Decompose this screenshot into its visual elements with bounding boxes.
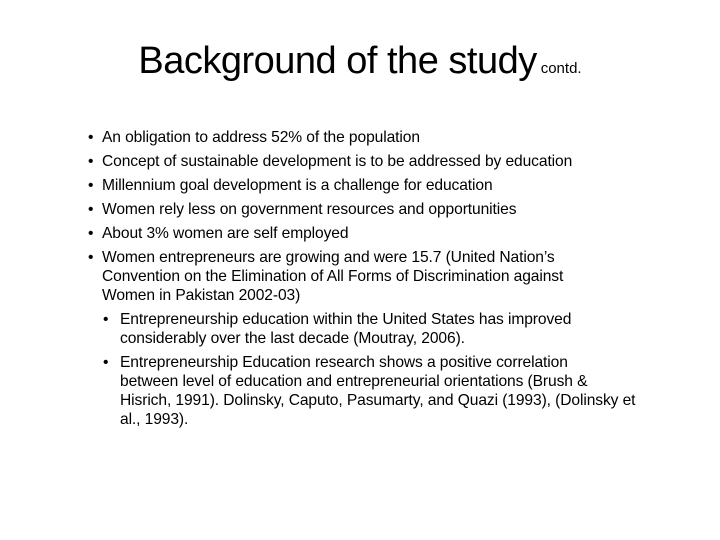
bullet-text-line: Women entrepreneurs are growing and were 15.7 (United Nation’s [102, 249, 555, 266]
bullet-item [0, 224, 720, 243]
bullet-icon: • [88, 249, 94, 266]
bullet-icon: • [88, 153, 94, 170]
bullet-icon: • [88, 201, 94, 218]
bullet-icon: • [103, 311, 109, 328]
bullet-icon: • [103, 354, 109, 371]
bullet-icon: • [88, 129, 94, 146]
bullet-text-line: Concept of sustainable development is to be addressed by education [102, 153, 573, 170]
bullet-item [0, 176, 720, 195]
title-main: Background of the study [138, 40, 537, 82]
bullet-text [102, 224, 720, 243]
bullet-item [0, 248, 720, 305]
bullet-text-line: Entrepreneurship education within the United States has improved [120, 311, 572, 328]
bullet-item [0, 152, 720, 171]
bullet-icon: • [88, 177, 94, 194]
bullet-text-line: Millennium goal development is a challenge for education [102, 177, 493, 194]
bullet-list [0, 128, 720, 434]
bullet-text-line: between level of education and entrepreneurial orientations (Brush & [120, 373, 588, 390]
bullet-text [102, 128, 720, 147]
bullet-item [0, 310, 720, 348]
bullet-text-line: Hisrich, 1991). Dolinsky, Caputo, Pasumarty, and Quazi (1993), (Dolinsky et [120, 392, 636, 409]
bullet-text [102, 152, 720, 171]
bullet-text-line: Women rely less on government resources and opportunities [102, 201, 517, 218]
bullet-item [0, 128, 720, 147]
bullet-text-line: An obligation to address 52% of the population [102, 129, 420, 146]
bullet-text-line: al., 1993). [120, 411, 189, 428]
bullet-item [0, 353, 720, 429]
bullet-text [120, 310, 720, 348]
bullet-text-line: About 3% women are self employed [102, 225, 349, 242]
bullet-text [102, 248, 720, 305]
bullet-text-line: Women in Pakistan 2002-03) [102, 287, 301, 304]
bullet-item [0, 200, 720, 219]
bullet-text-line: Convention on the Elimination of All Forms of Discrimination against [102, 268, 564, 285]
slide-title [0, 40, 720, 83]
bullet-text [102, 200, 720, 219]
bullet-text-line: Entrepreneurship Education research shows a positive correlation [120, 354, 568, 371]
bullet-icon: • [88, 225, 94, 242]
bullet-text [102, 176, 720, 195]
bullet-text [120, 353, 720, 429]
bullet-text-line: considerably over the last decade (Moutray, 2006). [120, 330, 465, 347]
title-suffix: contd. [540, 60, 582, 77]
